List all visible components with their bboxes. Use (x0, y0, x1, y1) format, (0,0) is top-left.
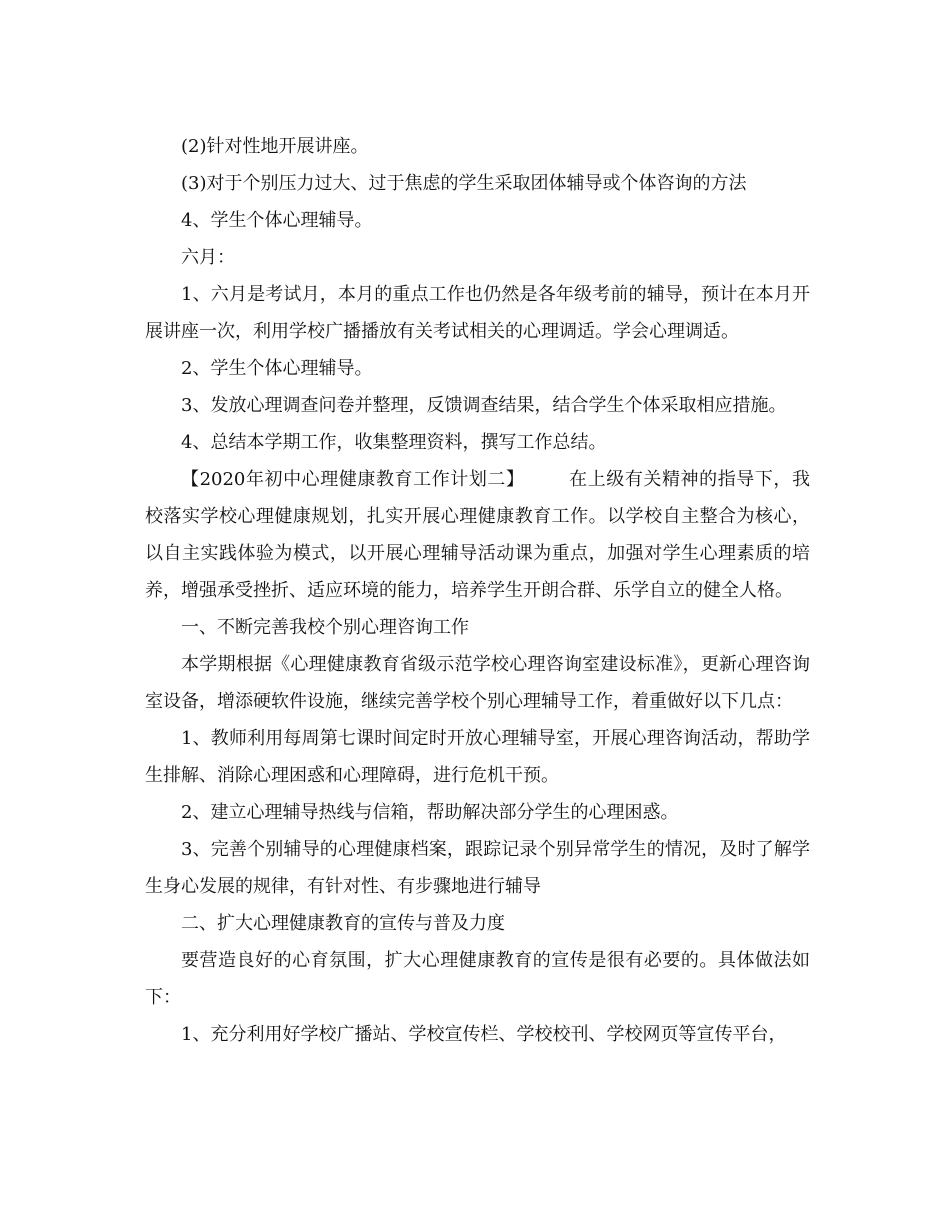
plan-two-intro: 在上级有关精神的指导下，我校落实学校心理健康规划，扎实开展心理健康教育工作。以学校自主整合为核心，以自主实践体验为模式，以开展心理辅导活动课为重点，加强对学生心理素质的培养，增强承受挫折、适应环境的能力，培养学生开朗合群、乐学自立的健全人格。 (145, 469, 810, 601)
paragraph: (2)针对性地开展讲座。 (181, 136, 369, 157)
paragraph: 1、充分利用好学校广播站、学校宣传栏、学校校刊、学校网页等宣传平台， (181, 1024, 787, 1045)
paragraph: 1、教师利用每周第七课时间定时开放心理辅导室，开展心理咨询活动，帮助学生排解、消除心理困惑和心理障碍，进行危机干预。 (145, 728, 810, 786)
paragraph: 2、建立心理辅导热线与信箱，帮助解决部分学生的心理困惑。 (181, 802, 679, 823)
paragraph: (3)对于个别压力过大、过于焦虑的学生采取团体辅导或个体咨询的方法 (181, 173, 747, 194)
plan-two-paragraph (145, 461, 810, 609)
paragraph: 3、完善个别辅导的心理健康档案，跟踪记录个别异常学生的情况，及时了解学生身心发展的规律，有针对性、有步骤地进行辅导 (145, 839, 810, 897)
section-heading: 二、扩大心理健康教育的宣传与普及力度 (181, 913, 505, 934)
paragraph: 4、学生个体心理辅导。 (181, 210, 373, 231)
month-heading: 六月： (181, 247, 235, 268)
paragraph: 1、六月是考试月，本月的重点工作也仍然是各年级考前的辅导，预计在本月开展讲座一次，利用学校广播播放有关考试相关的心理调适。学会心理调适。 (145, 284, 810, 342)
plan-two-heading: 【2020年初中心理健康教育工作计划二】 (181, 469, 525, 490)
section-heading: 一、不断完善我校个别心理咨询工作 (181, 617, 469, 638)
paragraph: 本学期根据《心理健康教育省级示范学校心理咨询室建设标准》，更新心理咨询室设备，增添硬软件设施，继续完善学校个别心理辅导工作，着重做好以下几点： (145, 654, 810, 712)
paragraph: 2、学生个体心理辅导。 (181, 358, 373, 379)
paragraph: 要营造良好的心育氛围，扩大心理健康教育的宣传是很有必要的。具体做法如下： (145, 950, 810, 1008)
paragraph: 3、发放心理调查问卷并整理，反馈调查结果，结合学生个体采取相应措施。 (181, 395, 787, 416)
paragraph: 4、总结本学期工作，收集整理资料，撰写工作总结。 (181, 432, 607, 453)
document-body (145, 128, 810, 1053)
